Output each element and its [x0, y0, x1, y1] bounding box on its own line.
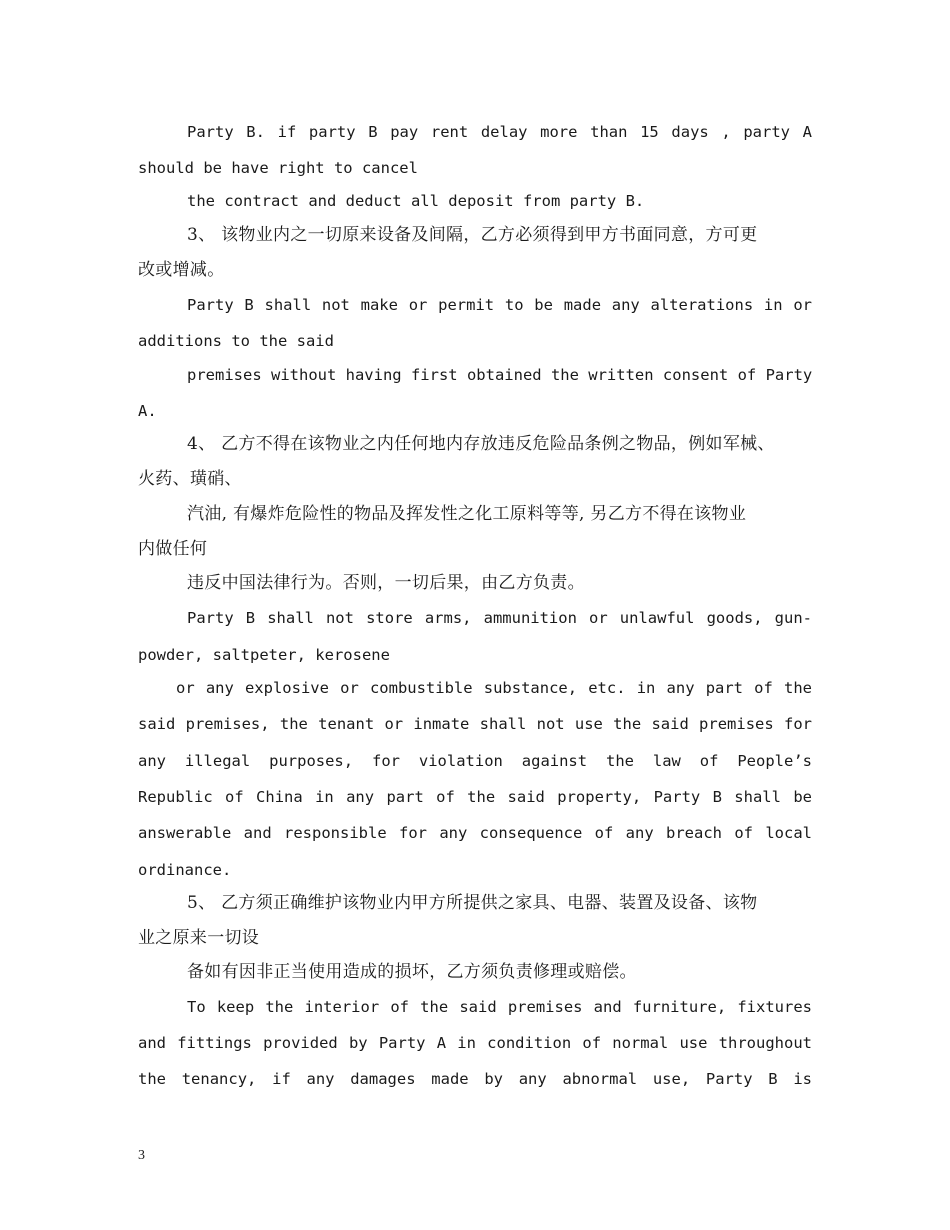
- text-line: To keep the interior of the said premises and furniture, fixtures: [187, 998, 812, 1016]
- text-line: and fittings provided by Party A in condition of normal use throughout: [138, 1034, 812, 1052]
- text-line: 5、 乙方须正确维护该物业内甲方所提供之家具、电器、装置及设备、该物: [187, 893, 758, 913]
- text-line: the tenancy, if any damages made by any abnormal use, Party B is: [138, 1070, 812, 1088]
- text-line: the contract and deduct all deposit from party B.: [187, 192, 645, 210]
- text-line: 火药、璜硝、: [138, 469, 242, 489]
- text-line: any illegal purposes, for violation against the law of People’s: [138, 752, 812, 770]
- text-line: 内做任何: [138, 539, 208, 559]
- text-line: answerable and responsible for any consequence of any breach of local: [138, 824, 812, 842]
- text-line: should be have right to cancel: [138, 159, 418, 177]
- text-line: additions to the said: [138, 332, 334, 350]
- text-line: Party B. if party B pay rent delay more than 15 days , party A: [187, 123, 812, 141]
- text-line: 4、 乙方不得在该物业之内任何地内存放违反危险品条例之物品，例如军械、: [187, 434, 775, 454]
- text-line: powder, saltpeter, kerosene: [138, 646, 390, 664]
- text-line: ordinance.: [138, 861, 232, 879]
- text-line: A.: [138, 402, 157, 420]
- text-line: 改或增减。: [138, 260, 225, 280]
- text-line: 3、 该物业内之一切原来设备及间隔，乙方必须得到甲方书面同意，方可更: [187, 225, 758, 245]
- page-number: 3: [138, 1148, 145, 1163]
- text-line: premises without having first obtained the written consent of Party: [187, 366, 813, 384]
- text-line: said premises, the tenant or inmate shall not use the said premises for: [138, 715, 812, 733]
- text-line: or any explosive or combustible substance, etc. in any part of the: [176, 679, 812, 697]
- text-line: 业之原来一切设: [138, 928, 260, 948]
- text-line: 违反中国法律行为。否则，一切后果，由乙方负责。: [187, 573, 585, 593]
- text-line: 备如有因非正当使用造成的损坏，乙方须负责修理或赔偿。: [187, 962, 637, 982]
- text-line: 汽油, 有爆炸危险性的物品及挥发性之化工原料等等, 另乙方不得在该物业: [187, 504, 747, 524]
- text-line: Republic of China in any part of the said property, Party B shall be: [138, 788, 812, 806]
- text-line: Party B shall not make or permit to be made any alterations in or: [187, 296, 812, 314]
- text-line: Party B shall not store arms, ammunition or unlawful goods, gun-: [187, 609, 812, 627]
